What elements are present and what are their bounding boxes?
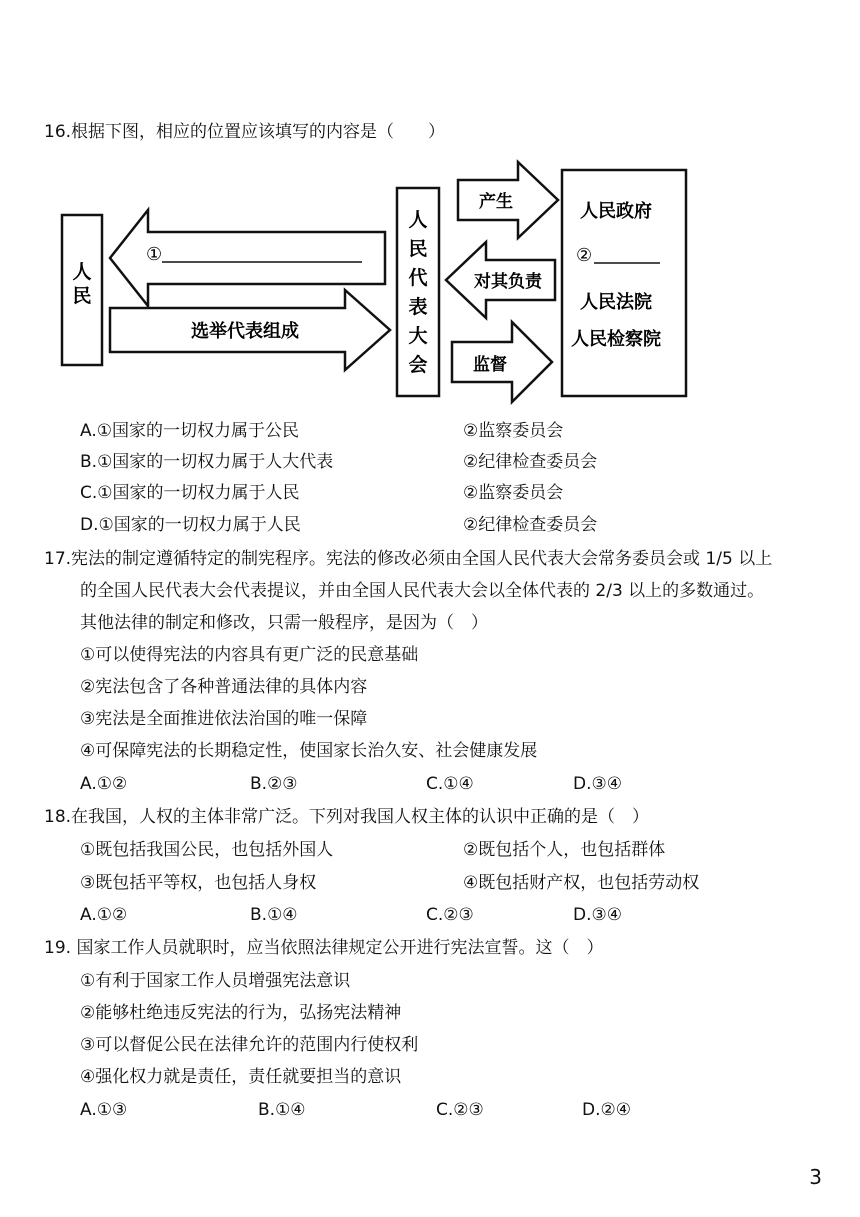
page-number: 3: [809, 1165, 822, 1189]
q18-item-4: ④既包括财产权，也包括劳动权: [463, 873, 700, 893]
q18-stem: 18.在我国，人权的主体非常广泛。下列对我国人权主体的认识中正确的是（ ）: [44, 807, 650, 827]
q17-item-2: ②宪法包含了各种普通法律的具体内容: [80, 677, 368, 697]
q16-option-a-2: ②监察委员会: [463, 421, 564, 441]
npc-label-char: 大: [408, 325, 428, 347]
npc-label-char: 代: [408, 267, 428, 289]
npc-label-char: 会: [408, 354, 428, 376]
arrow-responsible-label: 对其负责: [474, 272, 542, 292]
q17-stem-1: 17.宪法的制定遵循特定的制宪程序。宪法的修改必须由全国人民代表大会常务委员会或 1/5 以上: [44, 549, 773, 569]
q16-option-c-2: ②监察委员会: [463, 483, 564, 503]
q19-item-4: ④强化权力就是责任，责任就要担当的意识: [80, 1067, 402, 1087]
npc-label-char: 民: [408, 238, 428, 260]
arrow-produce-label: 产生: [479, 192, 513, 212]
q16-diagram: [0, 0, 860, 420]
q17-choice-c[interactable]: C.①④: [426, 774, 474, 794]
q17-choice-b[interactable]: B.②③: [250, 774, 298, 794]
q17-item-1: ①可以使得宪法的内容具有更广泛的民意基础: [80, 645, 419, 665]
arrow-left-label: ①: [146, 244, 163, 265]
q17-stem-2: 的全国人民代表大会代表提议，并由全国人民代表大会以全体代表的 2/3 以上的多数通过。: [80, 581, 765, 601]
q17-item-4: ④可保障宪法的长期稳定性，使国家长治久安、社会健康发展: [80, 741, 538, 761]
npc-label-char: 人: [408, 209, 428, 231]
q19-item-1: ①有利于国家工作人员增强宪法意识: [80, 971, 351, 991]
q18-item-3: ③既包括平等权，也包括人身权: [80, 873, 317, 893]
npc-label-char: 表: [408, 296, 428, 318]
people-label-2: 民: [72, 285, 92, 307]
q16-option-d[interactable]: D.①国家的一切权力属于人民: [80, 515, 301, 535]
q16-option-a[interactable]: A.①国家的一切权力属于公民: [80, 421, 299, 441]
q16-option-c[interactable]: C.①国家的一切权力属于人民: [80, 483, 300, 503]
q16-option-b-2: ②纪律检查委员会: [463, 452, 598, 472]
arrow-right-label: 选举代表组成: [191, 321, 299, 342]
q19-stem: 19. 国家工作人员就职时，应当依照法律规定公开进行宪法宣誓。这（ ）: [44, 938, 604, 958]
q18-choice-d[interactable]: D.③④: [573, 905, 622, 925]
q19-choice-c[interactable]: C.②③: [436, 1100, 484, 1120]
q18-item-2: ②既包括个人，也包括群体: [463, 840, 666, 860]
org-blank-label: ②: [576, 245, 593, 266]
q16-stem: 16.根据下图，相应的位置应该填写的内容是（ ）: [44, 122, 446, 142]
q16-option-b[interactable]: B.①国家的一切权力属于人大代表: [80, 452, 334, 472]
q19-choice-d[interactable]: D.②④: [582, 1100, 631, 1120]
q17-choice-d[interactable]: D.③④: [573, 774, 622, 794]
org-court-label: 人民法院: [580, 292, 652, 313]
q17-choice-a[interactable]: A.①②: [80, 774, 128, 794]
q19-item-2: ②能够杜绝违反宪法的行为，弘扬宪法精神: [80, 1003, 402, 1023]
q18-choice-a[interactable]: A.①②: [80, 905, 128, 925]
q17-stem-3: 其他法律的制定和修改，只需一般程序，是因为（ ）: [80, 613, 488, 633]
q18-choice-b[interactable]: B.①④: [250, 905, 298, 925]
q19-item-3: ③可以督促公民在法律允许的范围内行使权利: [80, 1035, 419, 1055]
q19-choice-a[interactable]: A.①③: [80, 1100, 128, 1120]
org-gov-label: 人民政府: [580, 201, 652, 222]
q18-item-1: ①既包括我国公民，也包括外国人: [80, 840, 334, 860]
q17-item-3: ③宪法是全面推进依法治国的唯一保障: [80, 709, 368, 729]
arrow-supervise-label: 监督: [473, 355, 507, 375]
people-label-1: 人: [72, 261, 92, 283]
org-procuratorate-label: 人民检察院: [571, 329, 661, 350]
q16-option-d-2: ②纪律检查委员会: [463, 515, 598, 535]
q18-choice-c[interactable]: C.②③: [426, 905, 474, 925]
q19-choice-b[interactable]: B.①④: [258, 1100, 306, 1120]
